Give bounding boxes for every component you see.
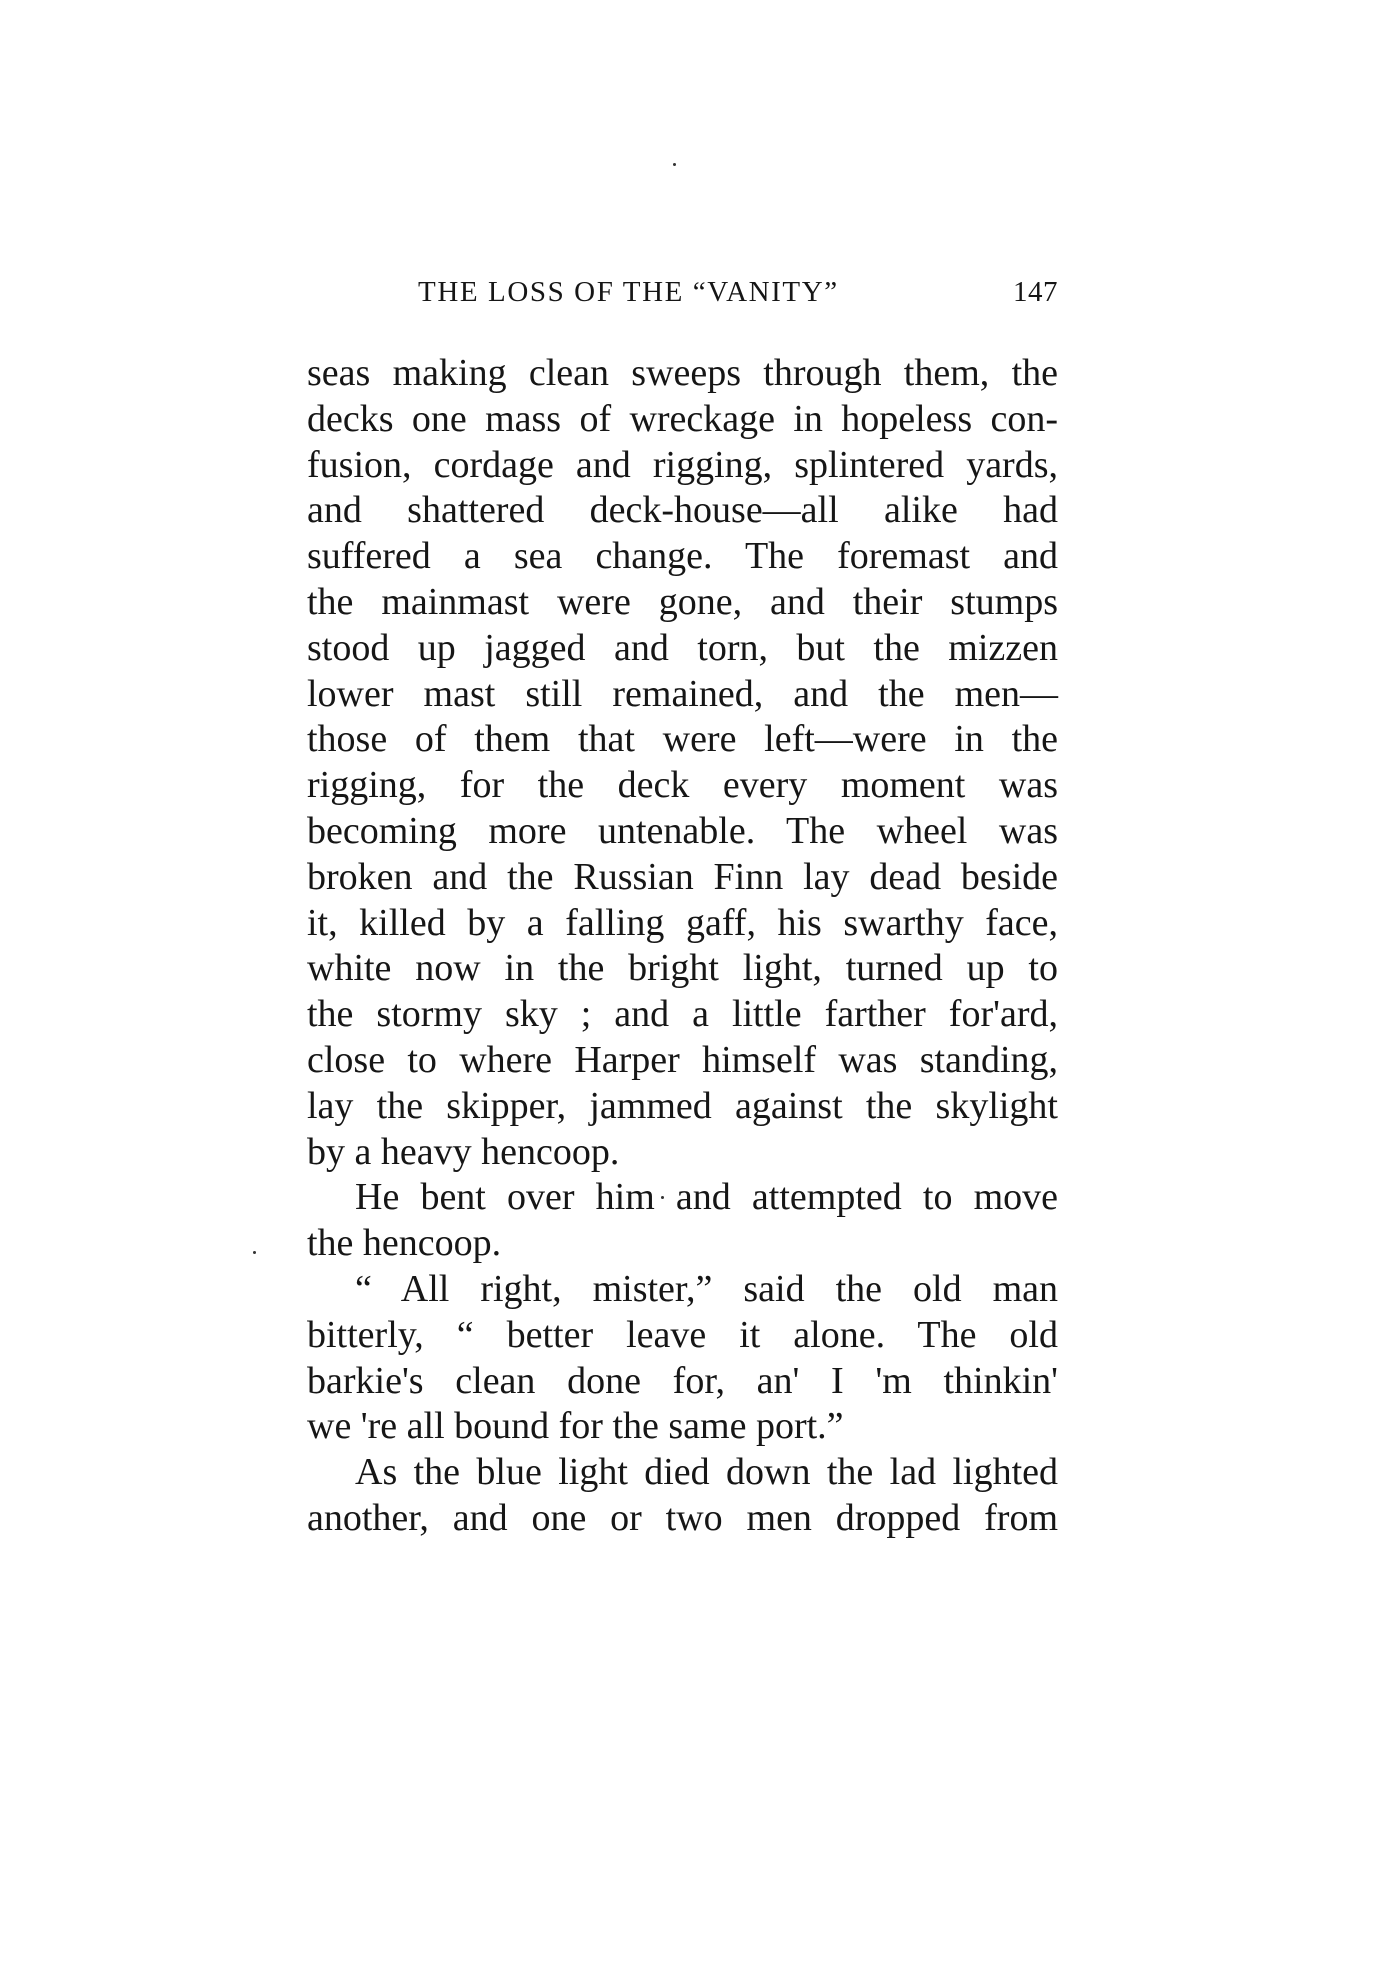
text-line: lay the skipper, jammed against the skylight [307, 1084, 1058, 1127]
text-line: the hencoop. [307, 1222, 502, 1265]
text-line: and shattered deck-house—all alike had [307, 489, 1058, 532]
text-line: “ All right, mister,” said the old man [355, 1267, 1058, 1310]
body-text [307, 351, 1058, 1542]
text-line: it, killed by a falling gaff, his swarthy face, [307, 901, 1058, 944]
text-line: the stormy sky ; and a little farther for'ard, [307, 993, 1058, 1036]
text-line: bitterly, “ better leave it alone. The old [307, 1313, 1058, 1356]
text-line: those of them that were left—were in the [307, 718, 1058, 761]
text-line: another, and one or two men dropped from [307, 1496, 1058, 1539]
text-line: decks one mass of wreckage in hopeless con- [307, 397, 1058, 440]
text-line: by a heavy hencoop. [307, 1130, 620, 1173]
text-line: close to where Harper himself was standing, [307, 1038, 1058, 1081]
print-speck [253, 1251, 256, 1254]
running-title: THE LOSS OF THE “VANITY” [418, 276, 839, 308]
text-line: white now in the bright light, turned up to [307, 947, 1058, 990]
print-speck [673, 163, 676, 166]
text-line: becoming more untenable. The wheel was [307, 809, 1058, 852]
text-line: stood up jagged and torn, but the mizzen [307, 626, 1058, 669]
text-line: the mainmast were gone, and their stumps [307, 580, 1058, 623]
text-line: He bent over him and attempted to move [355, 1176, 1058, 1219]
text-line: seas making clean sweeps through them, the [307, 352, 1058, 394]
text-line: suffered a sea change. The foremast and [307, 535, 1058, 578]
text-line: we 're all bound for the same port.” [307, 1405, 844, 1448]
text-line: broken and the Russian Finn lay dead beside [307, 855, 1058, 898]
running-head [418, 276, 1058, 316]
text-line: barkie's clean done for, an' I 'm thinkin' [307, 1359, 1058, 1402]
text-line: rigging, for the deck every moment was [307, 764, 1058, 807]
text-line: fusion, cordage and rigging, splintered yards, [307, 443, 1058, 486]
text-line: lower mast still remained, and the men— [307, 672, 1058, 715]
page-number: 147 [1013, 276, 1058, 308]
text-line: As the blue light died down the lad lighted [355, 1451, 1058, 1494]
